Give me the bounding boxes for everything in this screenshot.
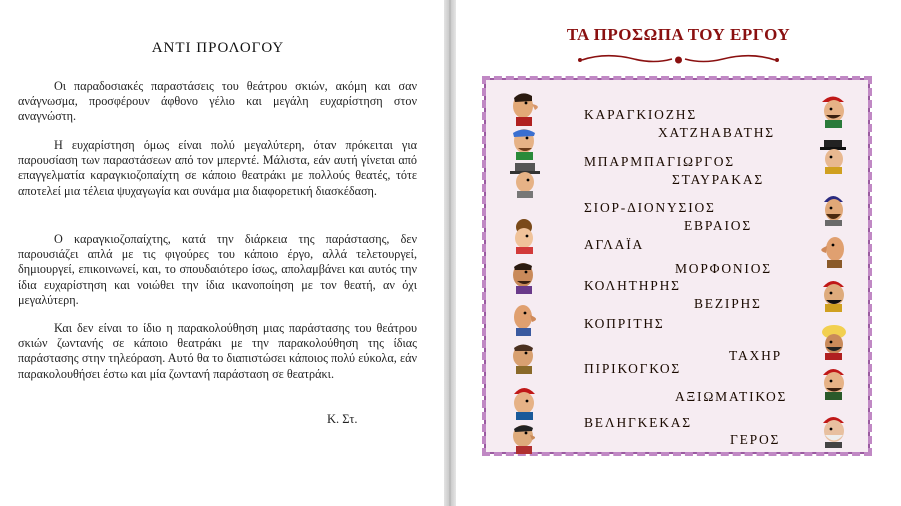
cast-name: ΧΑΤΖΗΑΒΑΤΗΣ — [658, 125, 775, 140]
prologue-title: ΑΝΤΙ ΠΡΟΛΟΓΟΥ — [151, 40, 285, 56]
puppet-figure-icon — [508, 162, 542, 198]
puppet-figure-icon — [508, 258, 542, 294]
puppet-figure-icon — [508, 218, 542, 254]
prologue-paragraph: Και δεν είναι το ίδιο η παρακολούθηση μιας παράστασης του θεάτρου σκιών ζωντανής σε κάποιο θεατράκι με την παρακολούθηση της ίδιας παράστασης στην τηλεόραση. Αυτό θα το διαπιστώσει κάποιος πολύ εύκολα, εάν παρακολουθήσει έστω και μία ζωντανή παράσταση σε θεατράκι. — [18, 321, 417, 381]
puppet-figure-icon — [816, 276, 850, 312]
cast-name: ΚΟΠΡΙΤΗΣ — [584, 316, 665, 331]
book-spine — [444, 0, 456, 506]
prologue-paragraph: Οι παραδοσιακές παραστάσεις του θεάτρου σκιών, ακόμη και σαν ανάγνωσμα, προσφέρουν άφθονο γέλιο και μεγάλη ευχαρίστηση στον αναγνώστη. — [18, 79, 417, 124]
prologue-paragraph: Ο καραγκιοζοπαίχτης, κατά την διάρκεια της παράστασης, δεν παρουσιάζει απλά με τις φιγούρες του κάποιο έργο, αλλά τελετουργεί, δημιουργεί, επικοινωνεί, και, το σπουδαιότερο ίσως, απολαμβάνει και αυτός την ίδια ευχαρίστηση και νοιώθει την ίδια ικανοποίηση με τον θεατή, αν όχι μεγαλύτερη. — [18, 232, 417, 307]
cast-name: ΑΓΛΑΪΑ — [584, 237, 645, 252]
puppet-figure-icon — [508, 338, 542, 374]
cast-name: ΕΒΡΑΙΟΣ — [684, 218, 752, 233]
cast-name: ΣΤΑΥΡΑΚΑΣ — [672, 172, 765, 187]
cast-name: ΓΕΡΟΣ — [730, 432, 781, 447]
cast-name: ΒΕΖΙΡΗΣ — [694, 296, 762, 311]
cast-name: ΚΑΡΑΓΚΙΟΖΗΣ — [584, 107, 697, 122]
puppet-figure-icon — [816, 232, 850, 268]
puppet-figure-icon — [816, 190, 850, 226]
puppet-figure-icon — [816, 138, 850, 174]
right-page — [456, 0, 901, 506]
cast-name: ΠΙΡΙΚΟΓΚΟΣ — [584, 361, 682, 376]
left-page — [0, 0, 444, 506]
cast-name: ΜΠΑΡΜΠΑΓΙΩΡΓΟΣ — [584, 154, 735, 169]
prologue-paragraph: Η ευχαρίστηση όμως είναι πολύ μεγαλύτερη, όταν πρόκειται για παρουσίαση των παραστάσεων από τον μπερντέ. Μάλιστα, εάν αυτή γίνεται από επαγγελματία καραγκιοζοπαίχτη σε κάποιο θεατράκι με πολλούς θεατές, τότε αποτελεί μια τέλεια ψυχαγωγία και συνάμα μια διαφορετική διασκέδαση. — [18, 138, 417, 198]
puppet-figure-icon — [816, 92, 850, 128]
puppet-figure-icon — [816, 324, 850, 360]
cast-list-frame — [484, 78, 870, 454]
cast-name: ΣΙΟΡ-ΔΙΟΝΥΣΙΟΣ — [584, 200, 716, 215]
puppet-figure-icon — [508, 418, 542, 454]
cast-name: ΑΞΙΩΜΑΤΙΚΟΣ — [675, 389, 788, 404]
puppet-figure-icon — [508, 384, 542, 420]
puppet-figure-icon — [508, 300, 542, 336]
cast-name: ΚΟΛΗΤΗΡΗΣ — [584, 278, 681, 293]
signature: Κ. Στ. — [327, 412, 358, 426]
puppet-figure-icon — [816, 364, 850, 400]
karagiozis-figure-icon — [508, 90, 542, 126]
cast-name: ΤΑΧΗΡ — [729, 348, 782, 363]
cast-name: ΒΕΛΗΓΚΕΚΑΣ — [584, 415, 692, 430]
cast-title: ΤΑ ΠΡΟΣΩΠΑ ΤΟΥ ΕΡΓΟΥ — [566, 25, 791, 44]
cast-name: ΜΟΡΦΟΝΙΟΣ — [675, 261, 772, 276]
ornament-divider — [576, 50, 781, 70]
puppet-figure-icon — [816, 412, 850, 448]
puppet-figure-icon — [508, 124, 542, 160]
